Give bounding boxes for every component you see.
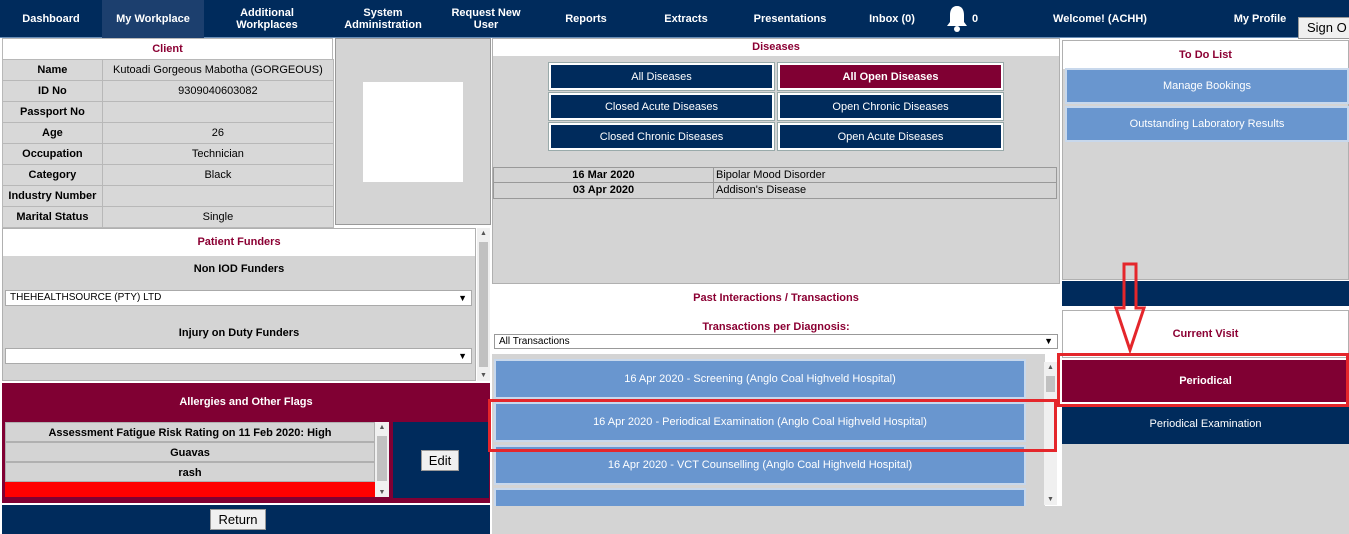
scroll-up-icon[interactable]: ▲ (480, 230, 487, 237)
all-diseases-button[interactable]: All Diseases (549, 63, 774, 90)
chevron-down-icon: ▼ (458, 293, 467, 303)
per-diagnosis-label: Transactions per Diagnosis: (492, 321, 1060, 333)
nav-additional-workplaces[interactable]: Additional Workplaces (236, 7, 298, 31)
chevron-down-icon: ▼ (1044, 336, 1053, 346)
scroll-up-icon[interactable]: ▲ (1047, 364, 1054, 371)
client-field-value: Single (102, 207, 333, 228)
client-field-value: Technician (102, 144, 333, 165)
allergies-scrollbar[interactable] (375, 422, 389, 497)
todo-footer-bar (1062, 281, 1349, 306)
periodical-examination-button[interactable]: Periodical Examination (1062, 404, 1349, 444)
transactions-filter-select[interactable] (494, 334, 1058, 349)
funders-title: Patient Funders (3, 229, 475, 256)
allergy-item: rash (5, 462, 375, 482)
allergies-title: Allergies and Other Flags (179, 396, 313, 408)
chevron-down-icon: ▼ (458, 351, 467, 361)
client-row (3, 207, 334, 228)
bottom-grey-area (492, 506, 1349, 534)
nav-reports[interactable]: Reports (565, 13, 607, 25)
iod-label: Injury on Duty Funders (178, 327, 300, 339)
disease-row[interactable] (493, 183, 1057, 199)
client-table (2, 59, 334, 228)
scroll-thumb[interactable] (1046, 376, 1055, 392)
current-visit-title: Current Visit (1063, 311, 1348, 357)
nav-extracts[interactable]: Extracts (664, 13, 708, 25)
client-row (3, 81, 334, 102)
disease-date: 16 Mar 2020 (494, 168, 714, 182)
annotation-highlight-box (488, 399, 1057, 452)
iod-select[interactable] (5, 348, 472, 364)
client-field-value: Kutoadi Gorgeous Mabotha (GORGEOUS) (102, 60, 333, 81)
nav-dashboard[interactable]: Dashboard (22, 13, 80, 25)
disease-name: Addison's Disease (716, 184, 807, 196)
disease-row[interactable] (493, 167, 1057, 183)
funders-panel (2, 228, 476, 381)
nav-my-workplace[interactable]: My Workplace (102, 0, 204, 38)
client-header (2, 38, 333, 59)
welcome-text: Welcome! (ACHH) (1053, 13, 1147, 25)
todo-title: To Do List (1063, 41, 1348, 69)
allergy-item: Guavas (5, 442, 375, 462)
client-photo (363, 82, 463, 182)
manage-bookings-button[interactable]: Manage Bookings (1065, 68, 1349, 104)
photo-panel (335, 38, 491, 225)
nav-presentations[interactable]: Presentations (753, 13, 827, 25)
nav-request-new-user[interactable]: Request New User (451, 7, 521, 31)
closed-acute-diseases-button[interactable]: Closed Acute Diseases (549, 93, 774, 120)
non-iod-select[interactable] (5, 290, 472, 306)
current-visit-header (1062, 310, 1349, 358)
client-row (3, 165, 334, 186)
client-field-value: 9309040603082 (102, 81, 333, 102)
disease-list (493, 167, 1057, 199)
non-iod-label: Non IOD Funders (193, 263, 285, 275)
nav-inbox[interactable]: Inbox (0) (869, 13, 915, 25)
client-field-value: 26 (102, 123, 333, 144)
scroll-down-icon[interactable]: ▼ (1047, 496, 1054, 503)
current-visit-body (1062, 444, 1349, 506)
footer-bar (2, 505, 490, 534)
disease-date: 03 Apr 2020 (494, 183, 714, 198)
top-nav (0, 0, 1349, 38)
non-iod-value: THEHEALTHSOURCE (PTY) LTD (10, 292, 162, 303)
client-field-label: Category (3, 165, 103, 186)
all-open-diseases-button[interactable]: All Open Diseases (778, 63, 1003, 90)
scroll-thumb[interactable] (377, 436, 387, 481)
scroll-down-icon[interactable]: ▼ (480, 372, 487, 379)
transaction-item[interactable]: 16 Apr 2020 - Periodical Examination (Anglo Coal Highveld Hospital) (494, 402, 1026, 442)
closed-chronic-diseases-button[interactable]: Closed Chronic Diseases (549, 123, 774, 150)
diseases-title: Diseases (493, 39, 1059, 56)
client-field-label: Name (3, 60, 103, 81)
return-button[interactable]: Return (210, 509, 266, 530)
notification-count: 0 (971, 13, 979, 25)
scroll-down-icon[interactable]: ▼ (378, 489, 386, 496)
client-field-value (102, 186, 333, 207)
edit-panel (393, 422, 489, 498)
client-row (3, 102, 334, 123)
transactions-filter-value: All Transactions (499, 336, 570, 347)
client-field-label: Marital Status (3, 207, 103, 228)
outstanding-lab-results-button[interactable]: Outstanding Laboratory Results (1065, 106, 1349, 142)
transaction-item[interactable]: 16 Apr 2020 - VCT Counselling (Anglo Coal Highveld Hospital) (494, 445, 1026, 485)
nav-system-administration[interactable]: System Administration (344, 7, 422, 31)
sign-out-button[interactable]: Sign O (1298, 17, 1349, 39)
disease-name: Bipolar Mood Disorder (716, 169, 826, 181)
client-field-value (102, 102, 333, 123)
open-acute-diseases-button[interactable]: Open Acute Diseases (778, 123, 1003, 150)
annotation-arrow-icon (1114, 262, 1146, 354)
periodical-button[interactable]: Periodical (1062, 360, 1349, 402)
allergy-item: Assessment Fatigue Risk Rating on 11 Feb 2020: High (5, 422, 375, 442)
interactions-title: Past Interactions / Transactions (492, 292, 1060, 304)
scroll-thumb[interactable] (479, 242, 488, 367)
client-field-label: Industry Number (3, 186, 103, 207)
notification-bell[interactable] (940, 0, 982, 38)
annotation-highlight-box (1057, 353, 1349, 407)
client-field-label: Occupation (3, 144, 103, 165)
client-field-label: Passport No (3, 102, 103, 123)
client-row (3, 123, 334, 144)
transaction-item-partial[interactable] (494, 488, 1026, 506)
bell-icon (944, 4, 970, 34)
client-field-label: Age (3, 123, 103, 144)
allergies-list (5, 422, 375, 497)
client-row (3, 144, 334, 165)
transaction-item[interactable]: 16 Apr 2020 - Screening (Anglo Coal Highveld Hospital) (494, 359, 1026, 399)
client-field-label: ID No (3, 81, 103, 102)
client-field-value: Black (102, 165, 333, 186)
client-row (3, 186, 334, 207)
scroll-up-icon[interactable]: ▲ (378, 424, 386, 431)
client-row (3, 60, 334, 81)
edit-button[interactable]: Edit (421, 450, 459, 471)
client-title: Client (3, 39, 332, 59)
nav-my-profile[interactable]: My Profile (1233, 13, 1287, 25)
allergy-flag-bar (5, 482, 375, 497)
funders-scrollbar[interactable] (477, 228, 490, 381)
open-chronic-diseases-button[interactable]: Open Chronic Diseases (778, 93, 1003, 120)
